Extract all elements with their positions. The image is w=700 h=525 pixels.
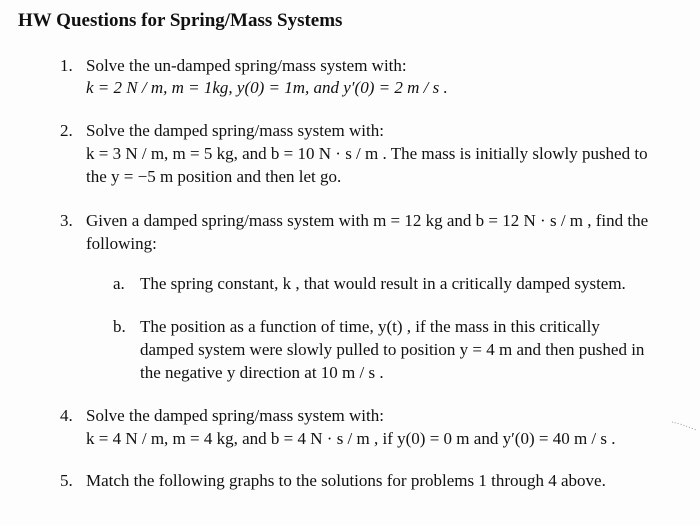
q4-line-2: k = 4 N / m, m = 4 kg, and b = 4 N · s / m , if y(0) = 0 m and y′(0) = 40 m / s . — [86, 429, 616, 448]
q5-line-1: Match the following graphs to the solutions for problems 1 through 4 above. — [86, 471, 606, 490]
q3-number: 3. — [60, 211, 73, 230]
q4-number: 4. — [60, 406, 73, 425]
q3b-line-1: The position as a function of time, y(t) , if the mass in this critically — [140, 317, 600, 336]
page-title: HW Questions for Spring/Mass Systems — [18, 10, 343, 31]
q3b-label: b. — [113, 317, 126, 336]
q2-number: 2. — [60, 121, 73, 140]
scan-mark — [670, 420, 700, 432]
q1-line-2: k = 2 N / m, m = 1kg, y(0) = 1m, and y′(0) = 2 m / s . — [86, 78, 448, 97]
q2-line-1: Solve the damped spring/mass system with: — [86, 121, 384, 140]
q3-line-2: following: — [86, 234, 157, 253]
q5-number: 5. — [60, 471, 73, 490]
q3-line-1: Given a damped spring/mass system with m = 12 kg and b = 12 N · s / m , find the — [86, 211, 649, 230]
q3b-line-2: damped system were slowly pulled to position y = 4 m and then pushed in — [140, 340, 645, 359]
q3b-line-3: the negative y direction at 10 m / s . — [140, 363, 384, 382]
q2-line-2: k = 3 N / m, m = 5 kg, and b = 10 N · s / m . The mass is initially slowly pushed to — [86, 144, 648, 163]
q2-line-3: the y = −5 m position and then let go. — [86, 167, 342, 186]
q4-line-1: Solve the damped spring/mass system with: — [86, 406, 384, 425]
q3a-line-1: The spring constant, k , that would result in a critically damped system. — [140, 274, 626, 293]
q3a-label: a. — [113, 274, 125, 293]
q1-number: 1. — [60, 56, 73, 75]
q1-line-1: Solve the un-damped spring/mass system with: — [86, 56, 407, 75]
